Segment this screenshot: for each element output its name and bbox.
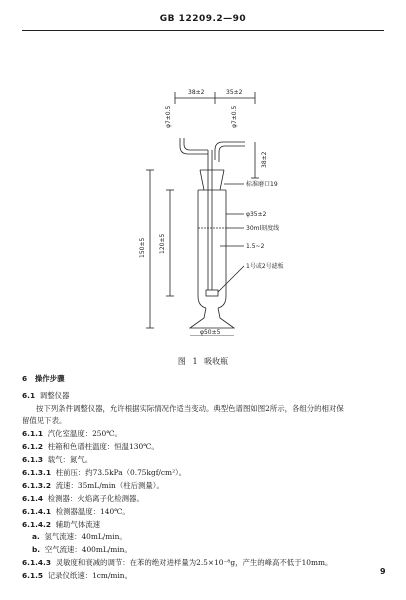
item-text: 汽化室温度：250℃。	[47, 429, 122, 438]
item-number: 6.1.5	[22, 571, 44, 580]
item-number: b.	[32, 545, 41, 554]
section-line	[22, 429, 122, 439]
section-line	[22, 481, 164, 491]
dim-top-right: 35±2	[226, 89, 243, 96]
label-mark-line: 30ml刻度线	[246, 225, 280, 232]
item-text: 流速：35mL/min（柱后测量）。	[55, 481, 164, 490]
section-line	[22, 558, 332, 568]
figure-caption: 图 1 吸收瓶	[177, 357, 229, 366]
dim-side-right: 38±2	[261, 151, 268, 168]
section-line	[22, 391, 69, 401]
item-number: 6.1.4.2	[22, 520, 51, 529]
item-text: 辅助气体流速	[55, 520, 101, 529]
dim-right-tube: φ7±0.5	[231, 105, 238, 128]
section-line	[22, 455, 92, 465]
item-text: 氢气流速：40mL/min。	[44, 532, 127, 541]
dim-top-left: 38±2	[188, 89, 205, 96]
section-line	[32, 545, 132, 555]
item-number: 6.1.4.1	[22, 507, 51, 516]
page-number: 9	[380, 567, 386, 576]
dim-base-dia: φ50±5	[200, 329, 221, 336]
item-number: 6.1.4	[22, 494, 44, 503]
item-text: 检测器：火焰离子化检测器。	[47, 494, 144, 503]
section-title: 操作步骤	[34, 374, 65, 383]
item-number: 6.1	[22, 391, 36, 400]
dim-left-tube: φ7±0.5	[165, 105, 172, 128]
frit-plate	[206, 290, 218, 296]
item-text: 按下列条件调整仪器，允许根据实际情况作适当变动。典型色谱图如图2所示，各组分的相对保	[36, 404, 344, 413]
item-number: a.	[32, 532, 40, 541]
section-line	[22, 507, 130, 517]
section-number: 6	[22, 374, 28, 383]
section-line	[22, 494, 144, 504]
bottle-base	[190, 308, 234, 328]
item-number: 6.1.3	[22, 455, 44, 464]
item-text: 柱前压：约73.5kPa（0.75kgf/cm²）。	[55, 468, 187, 477]
item-text: 留值见下表。	[22, 416, 67, 425]
section-line	[22, 520, 100, 530]
section-heading	[22, 374, 64, 384]
page-header: GB 12209.2—90	[159, 14, 247, 24]
label-gap: 1.5~2	[246, 243, 265, 250]
item-number: 6.1.4.3	[22, 558, 51, 567]
section-line	[32, 532, 127, 542]
item-text: 记录仪纸速：1cm/min。	[47, 571, 132, 580]
label-body-dia: φ35±2	[246, 211, 267, 218]
center-tube	[208, 150, 212, 290]
dim-height-outer: 150±5	[139, 237, 146, 258]
item-number: 6.1.1	[22, 429, 44, 438]
label-frit: 1号或2号滤板	[246, 263, 284, 270]
section-line	[22, 442, 159, 452]
absorption-bottle-figure	[120, 78, 310, 336]
header-divider	[22, 30, 384, 31]
right-outlet-tube	[215, 142, 245, 160]
item-text: 空气流速：400mL/min。	[44, 545, 132, 554]
section-line	[22, 468, 186, 478]
item-number: 6.1.3.1	[22, 468, 51, 477]
section-line	[36, 404, 344, 414]
section-line	[22, 416, 66, 426]
item-text: 调整仪器	[39, 391, 70, 400]
item-text: 载气：氮气。	[47, 455, 93, 464]
section-line	[22, 571, 132, 581]
item-number: 6.1.3.2	[22, 481, 51, 490]
label-ground-mouth: 标准磨口19	[246, 181, 278, 188]
item-number: 6.1.2	[22, 442, 44, 451]
item-text: 柱箱和色谱柱温度：恒温130℃。	[47, 442, 159, 451]
item-text: 灵敏度和衰减的调节：在苯的绝对进样量为2.5×10⁻⁸g，产生的峰高不低于10mm。	[55, 558, 333, 567]
item-text: 检测器温度：140℃。	[55, 507, 130, 516]
dim-height-inner: 120±5	[159, 233, 166, 254]
